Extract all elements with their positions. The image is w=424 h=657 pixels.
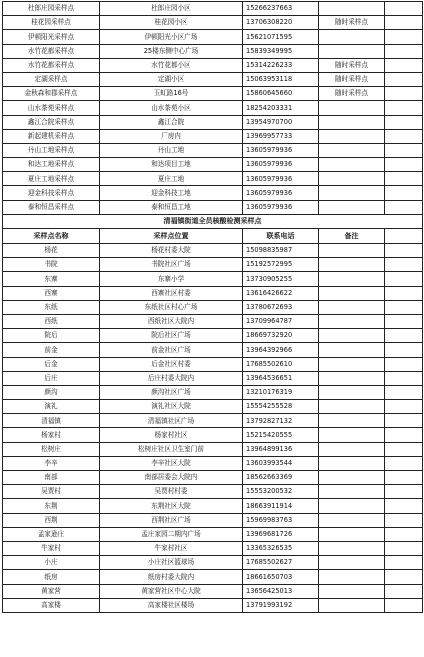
contact-phone: 18661650703 bbox=[243, 570, 319, 584]
table-row bbox=[3, 101, 423, 115]
sampling-point-location: 南部居委会大院内 bbox=[100, 471, 243, 485]
sampling-point-location: 杨家村社区 bbox=[100, 428, 243, 442]
sampling-point-location: 泰和恒昌工地 bbox=[100, 200, 243, 214]
section-title: 清福镇街道全员核酸检测采样点 bbox=[3, 214, 423, 228]
sampling-point-location: 纸房村委大院内 bbox=[100, 570, 243, 584]
table-row bbox=[3, 385, 423, 399]
note bbox=[319, 101, 385, 115]
empty-cell bbox=[385, 499, 423, 513]
contact-phone: 13969681726 bbox=[243, 527, 319, 541]
table-row bbox=[3, 286, 423, 300]
table-row bbox=[3, 485, 423, 499]
table-row bbox=[3, 428, 423, 442]
note bbox=[319, 513, 385, 527]
note bbox=[319, 584, 385, 598]
sampling-point-name: 东荆 bbox=[3, 499, 100, 513]
empty-cell bbox=[385, 115, 423, 129]
header-phone: 联系电话 bbox=[243, 229, 319, 244]
section2-body bbox=[3, 244, 423, 613]
contact-phone: 13730905255 bbox=[243, 272, 319, 286]
sampling-point-name: 西纸 bbox=[3, 314, 100, 328]
sampling-point-location: 西荆社区广场 bbox=[100, 513, 243, 527]
sampling-point-location: 东荆社区大院 bbox=[100, 499, 243, 513]
contact-phone: 18669732920 bbox=[243, 329, 319, 343]
sampling-point-location: 厂房内 bbox=[100, 129, 243, 143]
contact-phone: 13709964787 bbox=[243, 314, 319, 328]
contact-phone: 15553200532 bbox=[243, 485, 319, 499]
table-row bbox=[3, 456, 423, 470]
contact-phone: 13616426622 bbox=[243, 286, 319, 300]
sampling-point-name: 吴贾村 bbox=[3, 485, 100, 499]
note bbox=[319, 428, 385, 442]
sampling-point-location: 鑫江合院 bbox=[100, 115, 243, 129]
sampling-point-location: 水竹花都小区 bbox=[100, 58, 243, 72]
contact-phone: 13954970700 bbox=[243, 115, 319, 129]
table-row bbox=[3, 16, 423, 30]
note bbox=[319, 143, 385, 157]
contact-phone: 13706308220 bbox=[243, 16, 319, 30]
contact-phone: 15621071595 bbox=[243, 30, 319, 44]
sampling-point-location: 李辛社区大院 bbox=[100, 456, 243, 470]
note bbox=[319, 200, 385, 214]
contact-phone: 13605979936 bbox=[243, 200, 319, 214]
empty-cell bbox=[385, 541, 423, 555]
empty-cell bbox=[385, 584, 423, 598]
empty-cell bbox=[385, 272, 423, 286]
sampling-point-location: 院后社区广场 bbox=[100, 329, 243, 343]
note bbox=[319, 527, 385, 541]
empty-cell bbox=[385, 87, 423, 101]
sampling-point-name: 山水茶苑采样点 bbox=[3, 101, 100, 115]
table-row bbox=[3, 570, 423, 584]
note: 随时采样点 bbox=[319, 87, 385, 101]
sampling-point-name: 纸房 bbox=[3, 570, 100, 584]
empty-cell bbox=[385, 314, 423, 328]
table-row bbox=[3, 442, 423, 456]
sampling-point-name: 颜沟 bbox=[3, 385, 100, 399]
sampling-point-location: 孟庄家园二期内广场 bbox=[100, 527, 243, 541]
sampling-table bbox=[2, 1, 423, 613]
contact-phone: 15098835987 bbox=[243, 244, 319, 258]
table-row bbox=[3, 87, 423, 101]
header-name: 采样点名称 bbox=[3, 229, 100, 244]
table-row bbox=[3, 400, 423, 414]
note bbox=[319, 158, 385, 172]
sampling-point-name: 孟家逊庄 bbox=[3, 527, 100, 541]
sampling-point-name: 伊顿阳光采样点 bbox=[3, 30, 100, 44]
empty-cell bbox=[385, 428, 423, 442]
header-empty bbox=[385, 229, 423, 244]
sampling-point-name: 清福镇 bbox=[3, 414, 100, 428]
sampling-point-name: 水竹花都采样点 bbox=[3, 58, 100, 72]
sampling-point-name: 黄家营 bbox=[3, 584, 100, 598]
sampling-point-name: 和达工地采样点 bbox=[3, 158, 100, 172]
note bbox=[319, 30, 385, 44]
sampling-point-location: 演礼社区大院 bbox=[100, 400, 243, 414]
sampling-point-name: 南部 bbox=[3, 471, 100, 485]
sampling-point-location: 后庄村委大院内 bbox=[100, 371, 243, 385]
empty-cell bbox=[385, 357, 423, 371]
column-header-row bbox=[3, 229, 423, 244]
sampling-point-name: 西荆 bbox=[3, 513, 100, 527]
contact-phone: 15554255528 bbox=[243, 400, 319, 414]
note: 随时采样点 bbox=[319, 72, 385, 86]
sampling-point-location: 夏庄工地 bbox=[100, 172, 243, 186]
empty-cell bbox=[385, 414, 423, 428]
empty-cell bbox=[385, 329, 423, 343]
note bbox=[319, 485, 385, 499]
empty-cell bbox=[385, 200, 423, 214]
note bbox=[319, 385, 385, 399]
table-row bbox=[3, 343, 423, 357]
contact-phone: 18562663369 bbox=[243, 471, 319, 485]
empty-cell bbox=[385, 143, 423, 157]
table-row bbox=[3, 72, 423, 86]
contact-phone: 15063953118 bbox=[243, 72, 319, 86]
contact-phone: 15314226233 bbox=[243, 58, 319, 72]
sampling-point-location: 25楼东侧中心广场 bbox=[100, 44, 243, 58]
contact-phone: 13603993544 bbox=[243, 456, 319, 470]
contact-phone: 15839349995 bbox=[243, 44, 319, 58]
note bbox=[319, 329, 385, 343]
note bbox=[319, 258, 385, 272]
sampling-point-name: 迎金科技采样点 bbox=[3, 186, 100, 200]
table-row bbox=[3, 44, 423, 58]
contact-phone: 13605979936 bbox=[243, 143, 319, 157]
empty-cell bbox=[385, 527, 423, 541]
empty-cell bbox=[385, 400, 423, 414]
empty-cell bbox=[385, 72, 423, 86]
contact-phone: 13605979936 bbox=[243, 158, 319, 172]
note bbox=[319, 343, 385, 357]
contact-phone: 13605979936 bbox=[243, 172, 319, 186]
note bbox=[319, 357, 385, 371]
empty-cell bbox=[385, 471, 423, 485]
table-row bbox=[3, 272, 423, 286]
empty-cell bbox=[385, 343, 423, 357]
sampling-point-name: 夏庄工地采样点 bbox=[3, 172, 100, 186]
note bbox=[319, 244, 385, 258]
contact-phone: 15969983763 bbox=[243, 513, 319, 527]
table-row bbox=[3, 30, 423, 44]
sampling-point-location: 清福镇社区广场 bbox=[100, 414, 243, 428]
sampling-point-name: 牛家村 bbox=[3, 541, 100, 555]
sampling-point-location: 书院社区广场 bbox=[100, 258, 243, 272]
note bbox=[319, 400, 385, 414]
sampling-point-location: 丹山工地 bbox=[100, 143, 243, 157]
note bbox=[319, 456, 385, 470]
sampling-point-name: 西寨 bbox=[3, 286, 100, 300]
table-row bbox=[3, 244, 423, 258]
header-location: 采样点位置 bbox=[100, 229, 243, 244]
empty-cell bbox=[385, 16, 423, 30]
sampling-point-name: 杨家村 bbox=[3, 428, 100, 442]
section2-head bbox=[3, 214, 423, 243]
empty-cell bbox=[385, 371, 423, 385]
note bbox=[319, 172, 385, 186]
contact-phone: 13605979936 bbox=[243, 186, 319, 200]
note: 随时采样点 bbox=[319, 58, 385, 72]
contact-phone: 15192572995 bbox=[243, 258, 319, 272]
empty-cell bbox=[385, 513, 423, 527]
sampling-point-name: 定湖采样点 bbox=[3, 72, 100, 86]
note bbox=[319, 598, 385, 612]
note bbox=[319, 541, 385, 555]
empty-cell bbox=[385, 300, 423, 314]
table-row bbox=[3, 143, 423, 157]
table-row bbox=[3, 300, 423, 314]
sampling-point-location: 东纸社区村心广场 bbox=[100, 300, 243, 314]
sampling-point-location: 颜沟社区广场 bbox=[100, 385, 243, 399]
table-row bbox=[3, 556, 423, 570]
table-row bbox=[3, 513, 423, 527]
sampling-point-name: 前金 bbox=[3, 343, 100, 357]
empty-cell bbox=[385, 570, 423, 584]
empty-cell bbox=[385, 172, 423, 186]
contact-phone: 17685502610 bbox=[243, 357, 319, 371]
contact-phone: 13365326535 bbox=[243, 541, 319, 555]
table-row bbox=[3, 598, 423, 612]
table-row bbox=[3, 471, 423, 485]
empty-cell bbox=[385, 129, 423, 143]
empty-cell bbox=[385, 101, 423, 115]
empty-cell bbox=[385, 244, 423, 258]
table-row bbox=[3, 329, 423, 343]
table-row bbox=[3, 357, 423, 371]
note bbox=[319, 414, 385, 428]
contact-phone: 18254203331 bbox=[243, 101, 319, 115]
page bbox=[0, 1, 424, 657]
empty-cell bbox=[385, 385, 423, 399]
sampling-point-location: 吴贾村村委 bbox=[100, 485, 243, 499]
sampling-point-location: 前金社区广场 bbox=[100, 343, 243, 357]
contact-phone: 15215420555 bbox=[243, 428, 319, 442]
empty-cell bbox=[385, 442, 423, 456]
sampling-point-name: 后金 bbox=[3, 357, 100, 371]
contact-phone: 17685502627 bbox=[243, 556, 319, 570]
note bbox=[319, 300, 385, 314]
table-row bbox=[3, 158, 423, 172]
table-row bbox=[3, 58, 423, 72]
empty-cell bbox=[385, 2, 423, 16]
note bbox=[319, 371, 385, 385]
empty-cell bbox=[385, 186, 423, 200]
empty-cell bbox=[385, 456, 423, 470]
note bbox=[319, 314, 385, 328]
sampling-point-location: 迎金科技工地 bbox=[100, 186, 243, 200]
sampling-point-location: 松树庄社区卫生室门前 bbox=[100, 442, 243, 456]
sampling-point-name: 桂花园采样点 bbox=[3, 16, 100, 30]
table-row bbox=[3, 541, 423, 555]
sampling-point-name: 后庄 bbox=[3, 371, 100, 385]
note bbox=[319, 44, 385, 58]
table-row bbox=[3, 314, 423, 328]
note bbox=[319, 442, 385, 456]
note bbox=[319, 471, 385, 485]
note bbox=[319, 129, 385, 143]
sampling-point-name: 松树庄 bbox=[3, 442, 100, 456]
table-row bbox=[3, 186, 423, 200]
contact-phone: 13964392966 bbox=[243, 343, 319, 357]
sampling-point-location: 桂花园小区 bbox=[100, 16, 243, 30]
sampling-point-location: 玉虹路16号 bbox=[100, 87, 243, 101]
empty-cell bbox=[385, 286, 423, 300]
table-row bbox=[3, 172, 423, 186]
table-row bbox=[3, 200, 423, 214]
contact-phone: 13964536651 bbox=[243, 371, 319, 385]
empty-cell bbox=[385, 44, 423, 58]
section-title-row bbox=[3, 214, 423, 228]
contact-phone: 13791993192 bbox=[243, 598, 319, 612]
table-row bbox=[3, 527, 423, 541]
sampling-point-location: 和达项目工地 bbox=[100, 158, 243, 172]
contact-phone: 13656425013 bbox=[243, 584, 319, 598]
sampling-point-name: 鑫江合院采样点 bbox=[3, 115, 100, 129]
sampling-point-location: 西纸社区大院内 bbox=[100, 314, 243, 328]
table-row bbox=[3, 371, 423, 385]
sampling-point-location: 西寨社区村委 bbox=[100, 286, 243, 300]
sampling-point-name: 书院 bbox=[3, 258, 100, 272]
empty-cell bbox=[385, 485, 423, 499]
note bbox=[319, 499, 385, 513]
note bbox=[319, 570, 385, 584]
header-note: 备注 bbox=[319, 229, 385, 244]
contact-phone: 18663911914 bbox=[243, 499, 319, 513]
sampling-point-name: 水竹花都采样点 bbox=[3, 44, 100, 58]
sampling-point-name: 李辛 bbox=[3, 456, 100, 470]
note bbox=[319, 115, 385, 129]
note bbox=[319, 272, 385, 286]
note bbox=[319, 186, 385, 200]
empty-cell bbox=[385, 58, 423, 72]
table-row bbox=[3, 584, 423, 598]
contact-phone: 13780672693 bbox=[243, 300, 319, 314]
contact-phone: 13969957733 bbox=[243, 129, 319, 143]
empty-cell bbox=[385, 556, 423, 570]
sampling-point-name: 金秋森和郡采样点 bbox=[3, 87, 100, 101]
table-row bbox=[3, 2, 423, 16]
sampling-point-name: 杜郎庄园采样点 bbox=[3, 2, 100, 16]
sampling-point-location: 小庄社区篮球场 bbox=[100, 556, 243, 570]
note bbox=[319, 556, 385, 570]
sampling-point-name: 东纸 bbox=[3, 300, 100, 314]
sampling-point-location: 高家楼社区楼场 bbox=[100, 598, 243, 612]
sampling-point-name: 东寨 bbox=[3, 272, 100, 286]
sampling-point-location: 定湖小区 bbox=[100, 72, 243, 86]
sampling-point-name: 高家楼 bbox=[3, 598, 100, 612]
sampling-point-name: 新起建机采样点 bbox=[3, 129, 100, 143]
sampling-point-location: 杨花村委大院 bbox=[100, 244, 243, 258]
empty-cell bbox=[385, 158, 423, 172]
table-row bbox=[3, 115, 423, 129]
sampling-point-location: 黄家营社区中心大院 bbox=[100, 584, 243, 598]
sampling-point-name: 泰和恒昌采样点 bbox=[3, 200, 100, 214]
sampling-point-location: 杜郎庄园小区 bbox=[100, 2, 243, 16]
table-row bbox=[3, 258, 423, 272]
contact-phone: 13792827132 bbox=[243, 414, 319, 428]
sampling-point-name: 演礼 bbox=[3, 400, 100, 414]
table-row bbox=[3, 414, 423, 428]
sampling-point-location: 伊顿阳光小区广场 bbox=[100, 30, 243, 44]
sampling-point-name: 小庄 bbox=[3, 556, 100, 570]
empty-cell bbox=[385, 30, 423, 44]
contact-phone: 13210176319 bbox=[243, 385, 319, 399]
contact-phone: 13964899136 bbox=[243, 442, 319, 456]
empty-cell bbox=[385, 598, 423, 612]
sampling-point-location: 东寨小学 bbox=[100, 272, 243, 286]
sampling-point-location: 山水茶苑小区 bbox=[100, 101, 243, 115]
section1-body bbox=[3, 2, 423, 215]
sampling-point-location: 后金社区村委 bbox=[100, 357, 243, 371]
note bbox=[319, 2, 385, 16]
contact-phone: 15860645660 bbox=[243, 87, 319, 101]
sampling-point-name: 杨花 bbox=[3, 244, 100, 258]
empty-cell bbox=[385, 258, 423, 272]
sampling-point-name: 丹山工地采样点 bbox=[3, 143, 100, 157]
note bbox=[319, 286, 385, 300]
table-row bbox=[3, 499, 423, 513]
sampling-point-name: 院后 bbox=[3, 329, 100, 343]
table-row bbox=[3, 129, 423, 143]
sampling-point-location: 牛家村社区 bbox=[100, 541, 243, 555]
note: 随时采样点 bbox=[319, 16, 385, 30]
contact-phone: 15266237663 bbox=[243, 2, 319, 16]
